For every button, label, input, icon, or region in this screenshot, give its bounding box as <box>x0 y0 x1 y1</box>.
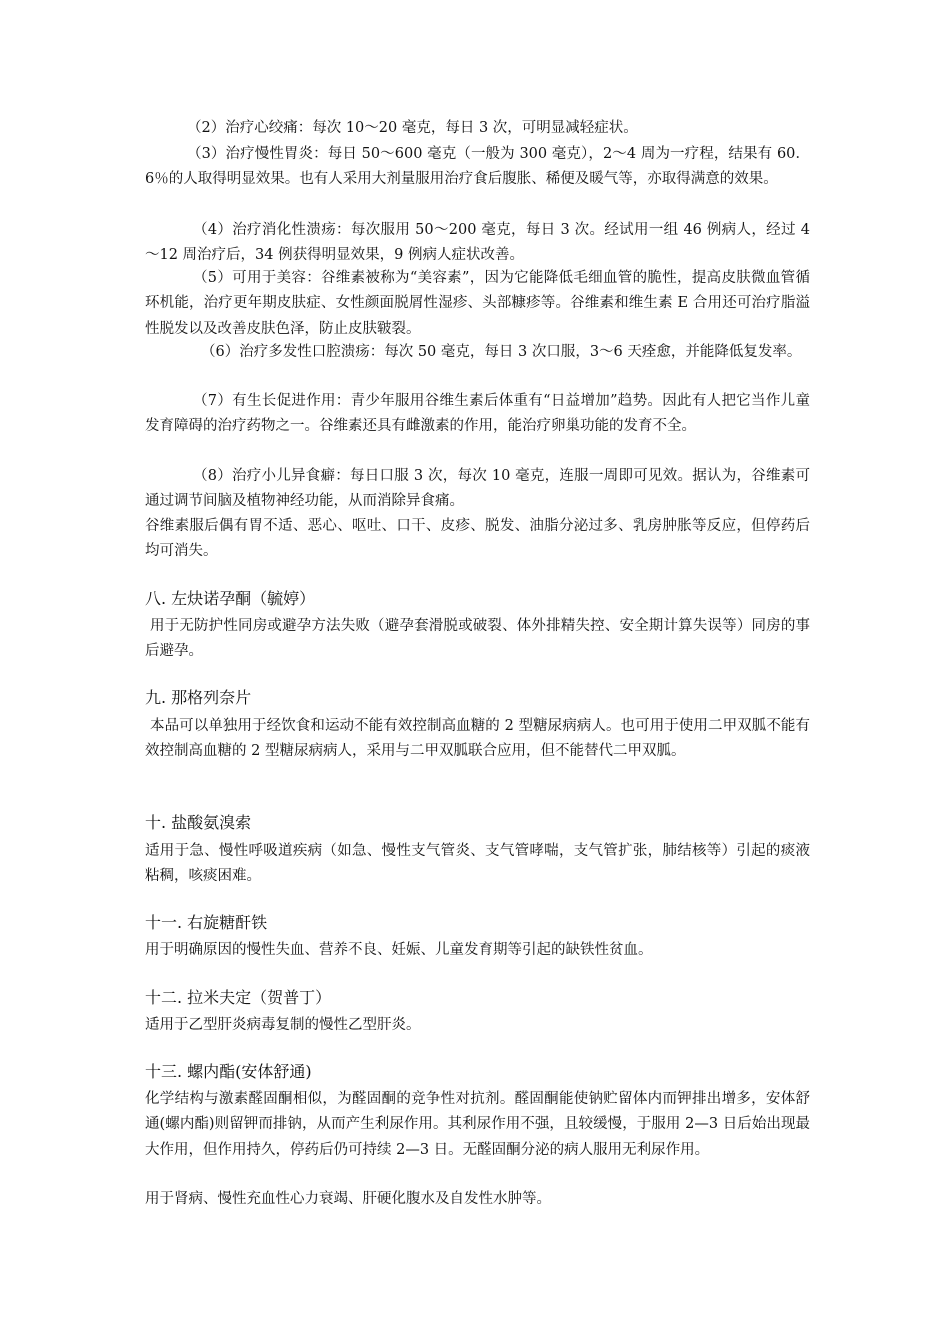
paragraph-item-5: （5）可用于美容：谷维素被称为“美容素”，因为它能降低毛细血管的脆性，提高皮肤微血管循环机能，治疗更年期皮肤症、女性颜面脱屑性湿疹、头部糠疹等。谷维素和维生素 E 合用还可治疗脂溢性脱发以及改善皮肤色泽，防止皮肤皲裂。 <box>145 270 810 337</box>
section-heading-12: 十二. 拉米夫定（贺普丁） <box>145 988 332 1007</box>
paragraph-side-effects: 谷维素服后偶有胃不适、恶心、呕吐、口干、皮疹、脱发、油脂分泌过多、乳房肿胀等反应，但停药后均可消失。 <box>145 518 810 560</box>
section-heading-8: 八. 左炔诺孕酮（毓婷） <box>145 589 316 608</box>
section-body-13-a: 化学结构与激素醛固酮相似，为醛固酮的竞争性对抗剂。醛固酮能使钠贮留体内而钾排出增多，安体舒通(螺内酯)则留钾而排钠，从而产生利尿作用。其利尿作用不强，且较缓慢，于服用 2—3 日后始出现最大作用，但作用持久，停药后仍可持续 2—3 日。无醛固酮分泌的病人服用无利尿作用。 <box>145 1091 810 1158</box>
section-heading-13: 十三. 螺内酯(安体舒通) <box>145 1062 312 1081</box>
section-body-13-b: 用于肾病、慢性充血性心力衰竭、肝硬化腹水及自发性水肿等。 <box>145 1191 551 1207</box>
section-body-11: 用于明确原因的慢性失血、营养不良、妊娠、儿童发育期等引起的缺铁性贫血。 <box>145 942 653 958</box>
paragraph-item-6: （6）治疗多发性口腔溃疡：每次 50 毫克，每日 3 次口服，3～6 天痊愈，并能降低复发率。 <box>201 344 802 360</box>
paragraph-item-8: （8）治疗小儿异食癖：每日口服 3 次，每次 10 毫克，连服一周即可见效。据认为，谷维素可通过调节间脑及植物神经功能，从而消除异食痛。 <box>145 468 810 510</box>
section-body-10: 适用于急、慢性呼吸道疾病（如急、慢性支气管炎、支气管哮喘，支气管扩张，肺结核等）引起的痰液粘稠，咳痰困难。 <box>145 843 810 885</box>
section-heading-11: 十一. 右旋糖酐铁 <box>145 913 268 932</box>
paragraph-item-2: （2）治疗心绞痛：每次 10～20 毫克，每日 3 次，可明显减轻症状。 <box>187 120 638 136</box>
section-heading-10: 十. 盐酸氨溴索 <box>145 813 252 832</box>
section-body-9: 本品可以单独用于经饮食和运动不能有效控制高血糖的 2 型糖尿病病人。也可用于使用二甲双胍不能有效控制高血糖的 2 型糖尿病病人，采用与二甲双胍联合应用，但不能替代二甲双胍。 <box>145 718 810 760</box>
paragraph-item-7: （7）有生长促进作用：青少年服用谷维生素后体重有“日益增加”趋势。因此有人把它当作儿童发育障碍的治疗药物之一。谷维素还具有雌激素的作用，能治疗卵巢功能的发育不全。 <box>145 393 810 435</box>
section-body-12: 适用于乙型肝炎病毒复制的慢性乙型肝炎。 <box>145 1017 421 1033</box>
paragraph-item-4: （4）治疗消化性溃疡：每次服用 50～200 毫克，每日 3 次。经试用一组 46 例病人，经过 4～12 周治疗后，34 例获得明显效果，9 例病人症状改善。 <box>145 222 810 264</box>
paragraph-item-3: （3）治疗慢性胃炎：每日 50～600 毫克（一般为 300 毫克），2～4 周为一疗程，结果有 60．6％的人取得明显效果。也有人采用大剂量服用治疗食后腹胀、稀便及暖气等，亦取得满意的效果。 <box>145 146 810 188</box>
section-heading-9: 九. 那格列奈片 <box>145 688 252 707</box>
section-body-8: 用于无防护性同房或避孕方法失败（避孕套滑脱或破裂、体外排精失控、安全期计算失误等）同房的事后避孕。 <box>145 618 810 660</box>
